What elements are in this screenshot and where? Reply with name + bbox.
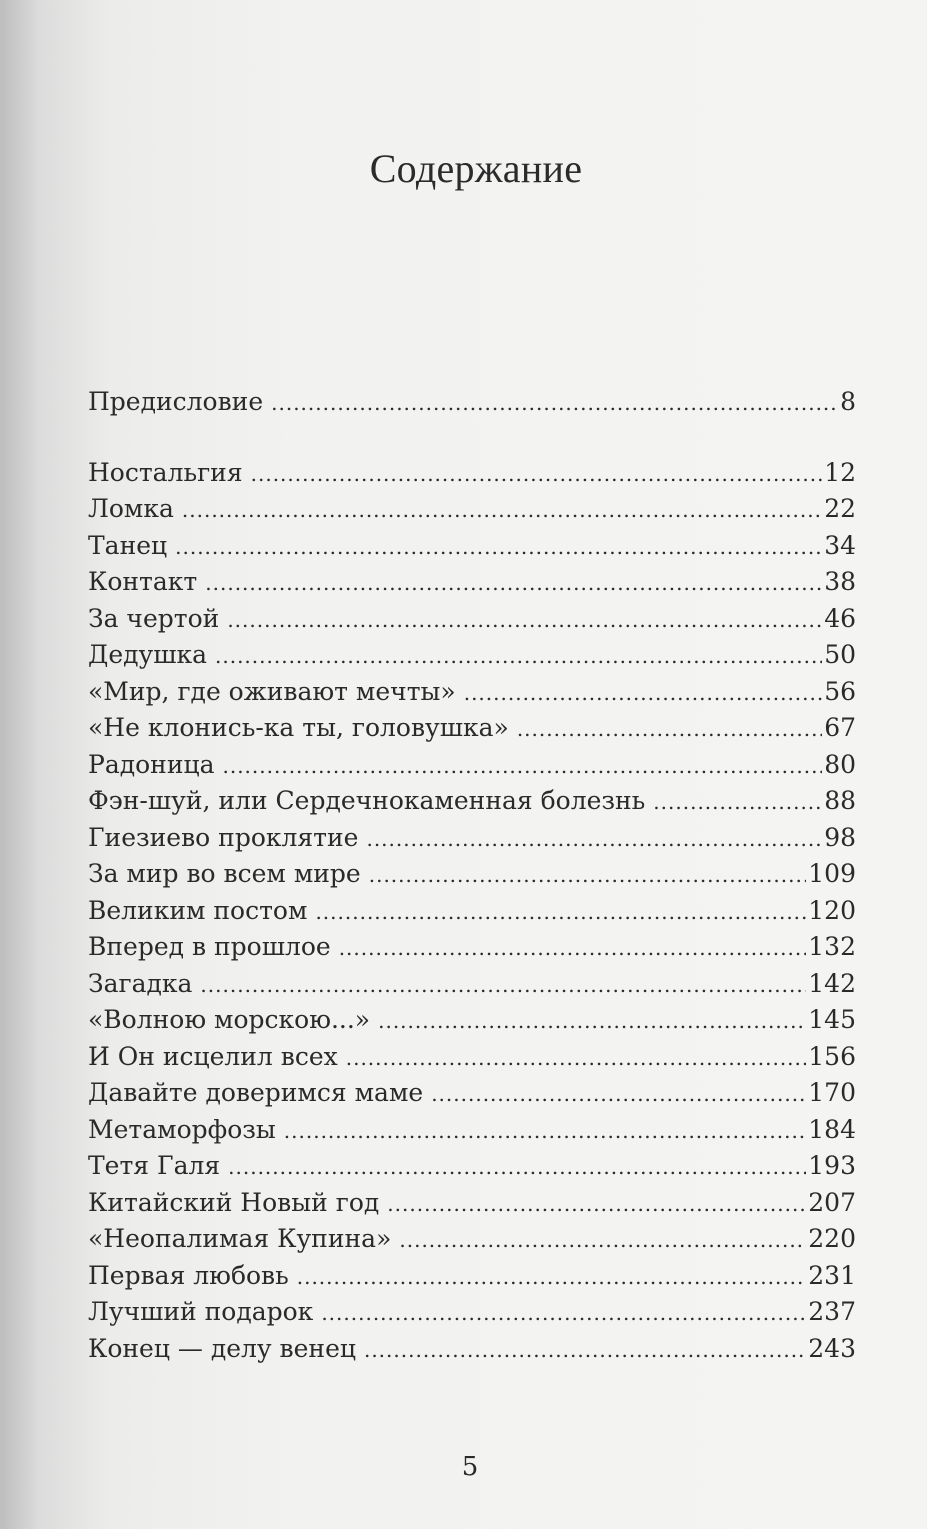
toc-entry — [88, 896, 856, 933]
dot-leader — [297, 1265, 807, 1289]
toc-entry — [88, 859, 856, 896]
dot-leader — [228, 1155, 806, 1179]
toc-entry — [88, 932, 856, 969]
toc-entry-title: «Волною морскою...» — [88, 1005, 371, 1034]
dot-leader — [653, 790, 822, 814]
toc-entry-page: 145 — [808, 1005, 856, 1034]
dot-leader — [431, 1082, 806, 1106]
dot-leader — [364, 1338, 806, 1362]
toc-entry-page: 50 — [824, 640, 856, 669]
toc-entry-title: Дедушка — [88, 640, 207, 669]
toc-entry-page: 38 — [824, 567, 856, 596]
toc-entry-page: 120 — [808, 895, 856, 925]
dot-leader — [464, 681, 822, 705]
toc-entry-title: Метаморфозы — [88, 1114, 276, 1144]
toc-entry — [88, 494, 856, 531]
toc-entry — [88, 1151, 856, 1188]
dot-leader — [517, 717, 822, 741]
toc-entry — [88, 604, 856, 641]
dot-leader — [339, 936, 807, 960]
dot-leader — [200, 973, 806, 997]
dot-leader — [271, 391, 838, 415]
toc-entry-title: Конец — делу венец — [88, 1333, 356, 1363]
toc-entry — [88, 1261, 856, 1298]
dot-leader — [369, 863, 807, 887]
toc-entry-title: Вперед в прошлое — [88, 932, 331, 961]
toc-entry-page: 8 — [840, 387, 856, 416]
toc-entry — [88, 1042, 856, 1079]
toc-entry-title: И Он исцелил всех — [88, 1041, 338, 1071]
toc-entry-title: Контакт — [88, 567, 198, 596]
dot-leader — [222, 754, 822, 778]
toc-entry-title: «Не клонись-ка ты, головушка» — [88, 713, 509, 742]
toc-entry — [88, 567, 856, 604]
toc-entry-title: За чертой — [88, 603, 220, 633]
toc-entry-page: 184 — [808, 1114, 856, 1144]
toc-entry-page: 142 — [808, 968, 856, 998]
toc-entry-title: За мир во всем мире — [88, 859, 361, 888]
dot-leader — [251, 462, 823, 486]
toc-entry — [88, 1115, 856, 1152]
toc-entry — [88, 1078, 856, 1115]
toc-entry-page: 220 — [808, 1224, 856, 1253]
toc-entry-title: Тетя Галя — [88, 1151, 221, 1180]
toc-entry-title: Первая любовь — [88, 1260, 289, 1290]
page-title: Содержание — [369, 145, 583, 191]
toc-entry-title: Ломка — [88, 494, 174, 523]
toc-entry — [88, 1188, 856, 1225]
toc-entry — [88, 969, 856, 1006]
toc-entry-page: 22 — [824, 494, 856, 523]
toc-entry-title: Радоница — [88, 749, 215, 779]
dot-leader — [399, 1228, 806, 1252]
toc-entry-page: 237 — [808, 1297, 856, 1326]
dot-leader — [175, 535, 822, 559]
toc-entry-title: Танец — [88, 530, 168, 560]
toc-entry — [88, 640, 856, 677]
toc-entry-page: 156 — [808, 1041, 856, 1071]
toc-entry-page: 132 — [808, 932, 856, 961]
toc-entry-page: 243 — [808, 1333, 856, 1363]
toc-entry-page: 207 — [808, 1187, 856, 1217]
toc-entry-page: 231 — [808, 1260, 856, 1290]
dot-leader — [215, 644, 822, 668]
toc-entry-title: Гиезиево проклятие — [88, 822, 359, 852]
dot-leader — [366, 827, 822, 851]
toc-entry-title: Фэн-шуй, или Сердечнокаменная болезнь — [88, 786, 646, 815]
toc-entry-title: Ностальгия — [88, 457, 243, 487]
toc-entry-page: 98 — [824, 822, 856, 852]
toc-entry-title: Лучший подарок — [88, 1297, 314, 1326]
toc-entry — [88, 677, 856, 714]
toc-entry-title: Великим постом — [88, 895, 308, 925]
dot-leader — [205, 571, 822, 595]
toc-entry-page: 46 — [824, 603, 856, 633]
toc-entry — [88, 458, 856, 495]
toc-entry-page: 56 — [824, 676, 856, 706]
toc-entry-page: 12 — [824, 457, 856, 487]
toc-entry — [88, 1005, 856, 1042]
toc-entry — [88, 713, 856, 750]
toc-entry-page: 34 — [824, 530, 856, 560]
table-of-contents — [88, 387, 856, 1370]
toc-entry-title: Загадка — [88, 968, 193, 998]
dot-leader — [321, 1301, 806, 1325]
toc-entry-page: 67 — [824, 713, 856, 742]
dot-leader — [315, 900, 806, 924]
toc-entry — [88, 1297, 856, 1334]
toc-entry — [88, 387, 856, 424]
dot-leader — [227, 608, 822, 632]
toc-entry — [88, 1224, 856, 1261]
toc-entry-page: 80 — [824, 749, 856, 779]
toc-entry-title: Давайте доверимся маме — [88, 1078, 424, 1107]
toc-entry — [88, 786, 856, 823]
toc-entry-page: 109 — [808, 859, 856, 888]
toc-entry-title: «Мир, где оживают мечты» — [88, 676, 456, 706]
toc-entry-page: 88 — [824, 786, 856, 815]
dot-leader — [387, 1192, 806, 1216]
toc-entry-title: Предисловие — [88, 387, 264, 416]
dot-leader — [346, 1046, 807, 1070]
toc-entry — [88, 823, 856, 860]
toc-entry — [88, 750, 856, 787]
toc-entry — [88, 531, 856, 568]
toc-entry-page: 170 — [808, 1078, 856, 1107]
dot-leader — [378, 1009, 806, 1033]
toc-entry — [88, 1334, 856, 1371]
dot-leader — [182, 498, 822, 522]
page-number: 5 — [461, 1452, 479, 1482]
toc-entry-title: «Неопалимая Купина» — [88, 1224, 392, 1253]
toc-entry-title: Китайский Новый год — [88, 1187, 380, 1217]
toc-entry-page: 193 — [808, 1151, 856, 1180]
dot-leader — [284, 1119, 807, 1143]
